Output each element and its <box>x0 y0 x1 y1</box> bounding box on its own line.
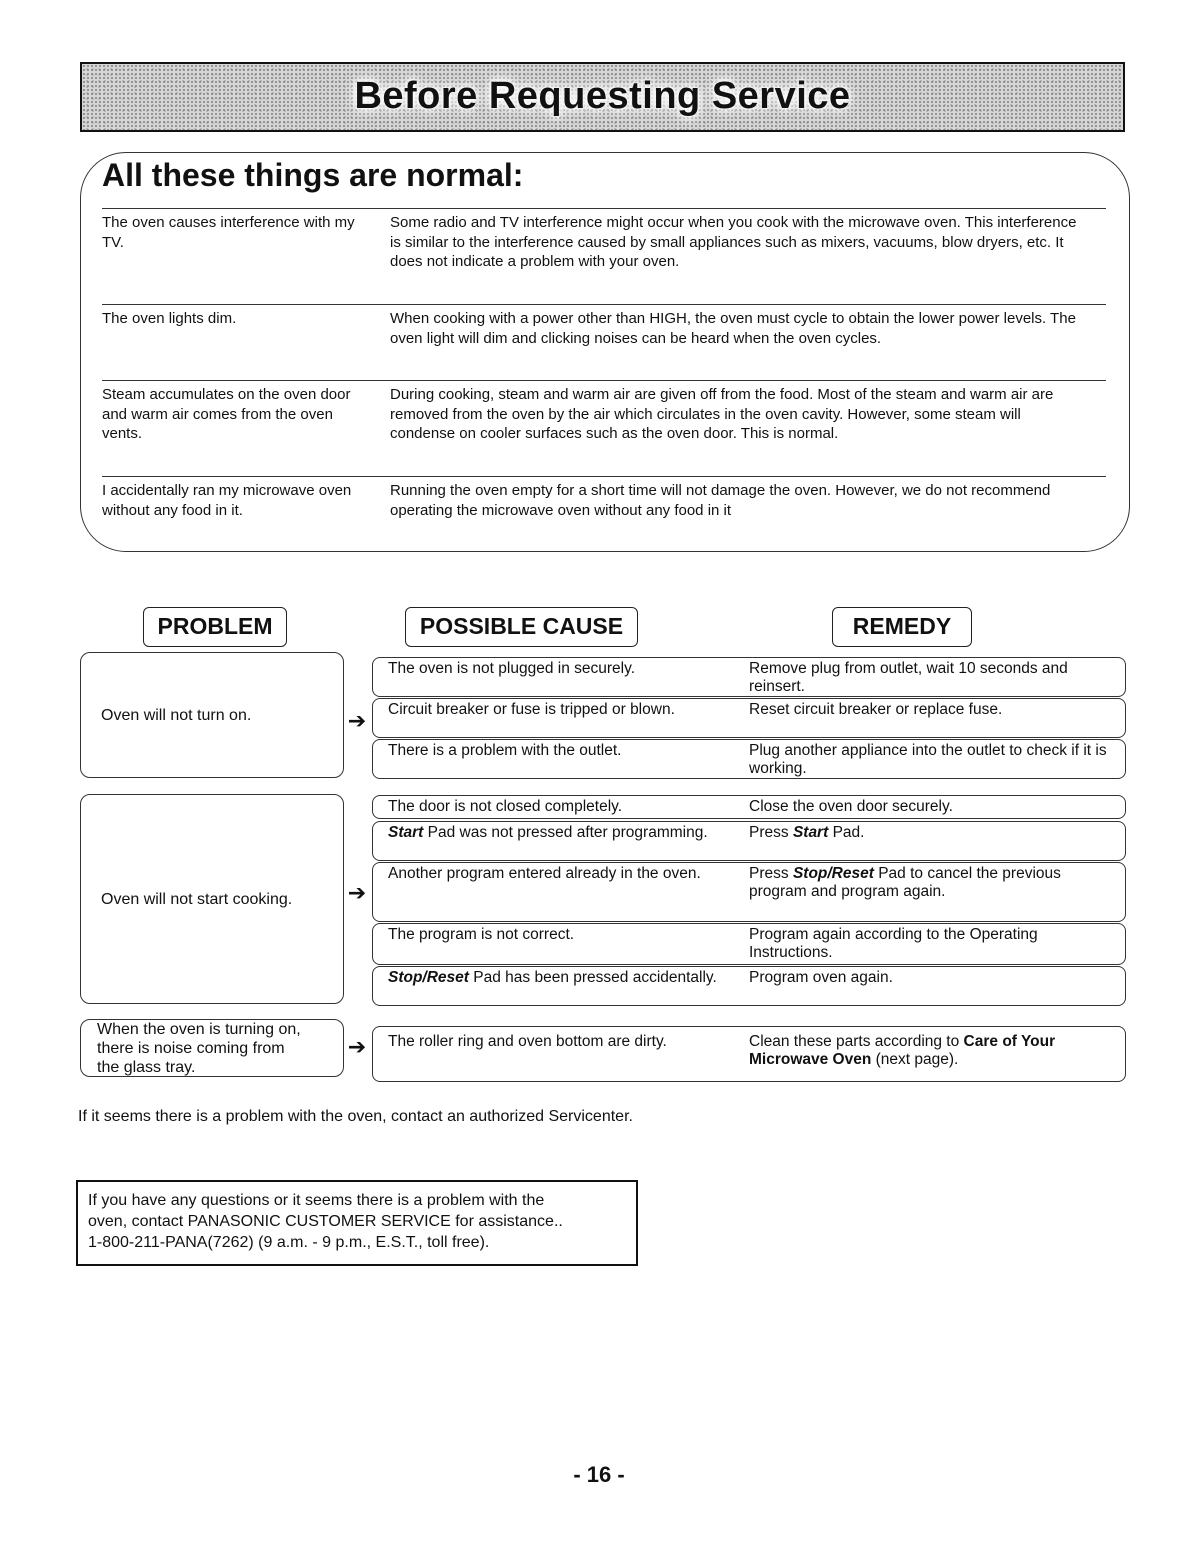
cause-row <box>372 862 1126 922</box>
normal-section-heading: All these things are normal: <box>102 157 524 193</box>
possible-cause-column-header: POSSIBLE CAUSE <box>405 607 638 647</box>
normal-row <box>102 380 1106 476</box>
normal-explanation: When cooking with a power other than HIGH, the oven must cycle to obtain the lower power levels. The oven light will dim and clicking noises can be heard when the oven cycles. <box>390 310 1076 347</box>
normal-row <box>102 476 1106 546</box>
cause-row <box>372 821 1126 861</box>
cause-row <box>372 657 1126 697</box>
cause-text: Stop/Reset Pad has been pressed accidentally. <box>388 969 717 986</box>
remedy-column-header: REMEDY <box>832 607 972 647</box>
contact-box <box>76 1180 638 1266</box>
normal-issue: I accidentally ran my microwave oven without any food in it. <box>102 482 352 519</box>
page-title: Before Requesting Service <box>354 75 851 117</box>
normal-issue: The oven lights dim. <box>102 310 237 327</box>
remedy-text: Press Stop/Reset Pad to cancel the previous program and program again. <box>749 865 1061 900</box>
page-number: - 16 - <box>573 1462 625 1487</box>
cause-row <box>372 923 1126 965</box>
normal-explanation: Some radio and TV interference might occur when you cook with the microwave oven. This interference is similar to the interference caused by small appliances such as mixers, vacuums, blow dryers, etc. It does not indicate a problem with your oven. <box>390 214 1077 270</box>
arrow-right-icon: ➔ <box>347 880 367 905</box>
contact-line: oven, contact PANASONIC CUSTOMER SERVICE for assistance.. <box>88 1213 563 1230</box>
cause-row <box>372 1026 1126 1082</box>
problem-text: Oven will not turn on. <box>101 706 252 724</box>
cause-text: The program is not correct. <box>388 926 575 943</box>
normal-issue: Steam accumulates on the oven door and warm air comes from the oven vents. <box>102 386 351 442</box>
problem-box <box>80 652 344 778</box>
cause-row <box>372 966 1126 1006</box>
normal-explanation: During cooking, steam and warm air are given off from the food. Most of the steam and warm air are removed from the oven by the air which circulates in the oven cavity. However, some steam will condense on cooler surfaces such as the oven door. This is normal. <box>390 386 1054 442</box>
title-banner <box>80 62 1125 132</box>
remedy-text: Program oven again. <box>749 969 893 986</box>
cause-text: Another program entered already in the oven. <box>388 865 701 882</box>
remedy-text: Clean these parts according to Care of Your Microwave Oven (next page). <box>749 1033 1056 1068</box>
cause-row <box>372 739 1126 779</box>
cause-text: The oven is not plugged in securely. <box>388 660 636 677</box>
remedy-text: Close the oven door securely. <box>749 798 953 815</box>
problem-box <box>80 1019 344 1077</box>
cause-text: The door is not closed completely. <box>388 798 623 815</box>
remedy-text: Program again according to the Operating Instructions. <box>749 926 1038 961</box>
cause-row <box>372 698 1126 738</box>
problem-box <box>80 794 344 1004</box>
service-note: If it seems there is a problem with the oven, contact an authorized Servicenter. <box>78 1108 633 1125</box>
cause-text: Start Pad was not pressed after programming. <box>388 824 708 841</box>
contact-line: If you have any questions or it seems there is a problem with the <box>88 1192 545 1209</box>
cause-text: There is a problem with the outlet. <box>388 742 622 759</box>
remedy-text: Press Start Pad. <box>749 824 865 841</box>
problem-text: Oven will not start cooking. <box>101 890 293 908</box>
arrow-right-icon: ➔ <box>347 1034 367 1059</box>
contact-line: 1-800-211-PANA(7262) (9 a.m. - 9 p.m., E.S.T., toll free). <box>88 1234 490 1251</box>
normal-row <box>102 208 1106 298</box>
problem-column-header: PROBLEM <box>143 607 287 647</box>
remedy-text: Plug another appliance into the outlet to check if it is working. <box>749 742 1107 777</box>
cause-text: Circuit breaker or fuse is tripped or blown. <box>388 701 675 718</box>
cause-row <box>372 795 1126 819</box>
normal-explanation: Running the oven empty for a short time will not damage the oven. However, we do not recommend operating the microwave oven without any food in it <box>390 482 1051 519</box>
remedy-text: Reset circuit breaker or replace fuse. <box>749 701 1003 718</box>
normal-issue: The oven causes interference with my TV. <box>102 214 355 251</box>
arrow-right-icon: ➔ <box>347 708 367 733</box>
problem-text: When the oven is turning on, there is noise coming from the glass tray. <box>97 1020 301 1076</box>
normal-row <box>102 304 1106 378</box>
remedy-text: Remove plug from outlet, wait 10 seconds and reinsert. <box>749 660 1068 695</box>
cause-text: The roller ring and oven bottom are dirty. <box>388 1033 667 1050</box>
